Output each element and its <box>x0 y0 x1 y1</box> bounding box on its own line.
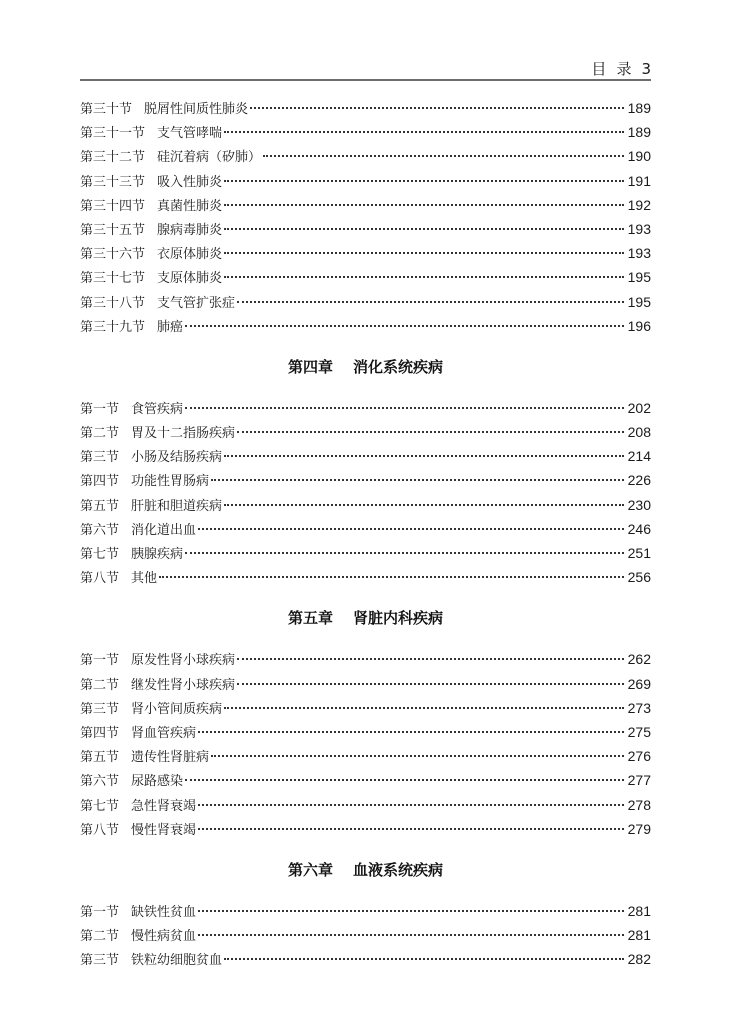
toc-entry[interactable] <box>80 744 651 768</box>
section-number: 第三十三节 <box>80 174 146 190</box>
page-number: 189 <box>627 100 651 116</box>
section-title: 胰腺疾病 <box>131 547 184 562</box>
toc-entry[interactable] <box>80 420 651 444</box>
section-number: 第一节 <box>80 904 120 920</box>
section-title: 吸入性肺炎 <box>157 174 223 190</box>
section-number: 第一节 <box>80 401 120 417</box>
dot-leader <box>224 276 624 278</box>
dot-leader <box>224 958 624 960</box>
dot-leader <box>185 407 624 409</box>
page-number: 246 <box>627 520 651 537</box>
toc-entry[interactable] <box>80 720 651 744</box>
dot-leader <box>237 301 624 303</box>
dot-leader <box>198 804 624 806</box>
section-number: 第三十九节 <box>80 319 146 335</box>
section-number: 第二节 <box>80 677 120 693</box>
toc-entry[interactable] <box>80 647 651 671</box>
page-number: 196 <box>627 317 651 334</box>
section-title: 食管疾病 <box>131 401 184 417</box>
section-number: 第三节 <box>80 701 120 717</box>
dot-leader <box>263 155 624 157</box>
toc-entry[interactable] <box>80 493 651 517</box>
dot-leader <box>185 325 624 327</box>
dot-leader <box>198 828 624 830</box>
section-title: 急性肾衰竭 <box>131 798 197 814</box>
dot-leader <box>224 131 624 133</box>
toc-entry[interactable] <box>80 696 651 720</box>
section-number: 第七节 <box>80 798 120 814</box>
dot-leader <box>224 204 624 206</box>
header-page-number: 3 <box>641 60 651 78</box>
toc-entry[interactable] <box>80 793 651 817</box>
section-title: 尿路感染 <box>131 774 184 790</box>
page-number: 273 <box>627 699 651 716</box>
toc-entry[interactable] <box>80 565 651 589</box>
page-number: 192 <box>627 196 651 213</box>
chapter-heading <box>80 338 651 396</box>
page-number: 208 <box>627 424 651 441</box>
section-number: 第四节 <box>80 725 120 741</box>
section-title: 肝脏和胆道疾病 <box>131 498 223 514</box>
page-number: 269 <box>627 675 651 692</box>
toc-entry[interactable] <box>80 241 651 265</box>
section-number: 第三十七节 <box>80 271 146 287</box>
section-title: 铁粒幼细胞贫血 <box>131 953 223 969</box>
toc-entry[interactable] <box>80 768 651 792</box>
toc-entry[interactable] <box>80 947 651 971</box>
chapter-number: 第四章 <box>287 357 333 376</box>
dot-leader <box>224 228 624 230</box>
page-number: 251 <box>627 545 651 561</box>
toc-entry[interactable] <box>80 169 651 193</box>
toc-entry[interactable] <box>80 517 651 541</box>
header-rule <box>80 79 651 81</box>
section-title: 肾小管间质疾病 <box>131 701 223 717</box>
page-number: 275 <box>627 723 651 740</box>
section-number: 第三十四节 <box>80 198 146 214</box>
section-number: 第二节 <box>80 929 120 945</box>
dot-leader <box>224 180 624 182</box>
page-number: 195 <box>627 269 651 286</box>
section-title: 继发性肾小球疾病 <box>131 677 236 693</box>
dot-leader <box>185 552 624 554</box>
header-title-char-2: 录 <box>616 60 632 78</box>
dot-leader <box>198 528 624 530</box>
section-number: 第八节 <box>80 571 120 587</box>
toc-entry[interactable] <box>80 144 651 168</box>
section-number: 第三十五节 <box>80 222 146 238</box>
chapter-number: 第六章 <box>287 860 333 879</box>
page-number: 276 <box>627 748 651 765</box>
page-number: 190 <box>627 148 651 165</box>
page-number: 278 <box>627 796 651 813</box>
dot-leader <box>237 431 624 433</box>
section-title: 肺癌 <box>157 319 184 335</box>
chapter-heading <box>80 589 651 647</box>
page-number: 279 <box>627 820 651 837</box>
section-number: 第三十八节 <box>80 295 146 311</box>
section-number: 第一节 <box>80 653 120 669</box>
section-number: 第三十节 <box>80 102 133 117</box>
dot-leader <box>224 504 624 506</box>
page-number: 230 <box>627 496 651 513</box>
chapter-number: 第五章 <box>287 609 333 628</box>
page-number: 202 <box>627 399 651 416</box>
dot-leader <box>198 910 624 912</box>
section-number: 第三十二节 <box>80 150 146 166</box>
page-number: 226 <box>627 472 651 489</box>
page-number: 277 <box>627 772 651 789</box>
section-title: 其他 <box>131 571 158 587</box>
page-number: 262 <box>627 651 651 668</box>
toc-entry[interactable] <box>80 265 651 289</box>
dot-leader <box>198 934 624 936</box>
section-title: 原发性肾小球疾病 <box>131 653 236 669</box>
page-number: 256 <box>627 569 651 586</box>
section-title: 慢性肾衰竭 <box>131 822 197 838</box>
toc-entry[interactable] <box>80 314 651 338</box>
section-number: 第六节 <box>80 522 120 538</box>
dot-leader <box>237 658 624 660</box>
section-title: 消化道出血 <box>131 522 197 538</box>
chapter-title: 肾脏内科疾病 <box>353 609 444 628</box>
dot-leader <box>198 731 624 733</box>
section-title: 衣原体肺炎 <box>157 247 223 263</box>
section-title: 缺铁性贫血 <box>131 904 197 920</box>
section-number: 第五节 <box>80 750 120 766</box>
page-number: 193 <box>627 220 651 237</box>
section-title: 小肠及结肠疾病 <box>131 450 223 466</box>
section-number: 第三十一节 <box>80 126 146 142</box>
section-title: 硅沉着病（矽肺） <box>157 150 262 166</box>
section-title: 支原体肺炎 <box>157 271 223 287</box>
dot-leader <box>224 707 624 709</box>
toc-entry[interactable] <box>80 468 651 492</box>
dot-leader <box>211 755 624 757</box>
chapter-title: 血液系统疾病 <box>353 860 444 879</box>
section-title: 腺病毒肺炎 <box>157 222 223 238</box>
toc-entry[interactable] <box>80 396 651 420</box>
chapter-title: 消化系统疾病 <box>353 357 444 376</box>
page-number: 195 <box>627 293 651 310</box>
page-number: 193 <box>627 245 651 262</box>
page-number: 189 <box>627 124 651 141</box>
toc-entry[interactable] <box>80 444 651 468</box>
section-number: 第三节 <box>80 450 120 466</box>
header-title-char-1: 目 <box>591 60 607 78</box>
toc-entry[interactable] <box>80 541 651 565</box>
page-number: 214 <box>627 448 651 465</box>
section-title: 慢性病贫血 <box>131 929 197 945</box>
dot-leader <box>237 683 624 685</box>
section-title: 支气管哮喘 <box>157 126 223 142</box>
toc-entry[interactable] <box>80 899 651 923</box>
dot-leader <box>250 107 624 109</box>
section-number: 第八节 <box>80 822 120 838</box>
toc-entry[interactable] <box>80 817 651 841</box>
section-title: 脱屑性间质性肺炎 <box>144 102 249 117</box>
dot-leader <box>224 455 624 457</box>
toc-entry[interactable] <box>80 120 651 144</box>
toc-entry[interactable] <box>80 923 651 947</box>
section-title: 功能性胃肠病 <box>131 474 210 490</box>
section-number: 第三节 <box>80 953 120 969</box>
section-number: 第四节 <box>80 474 120 490</box>
section-title: 胃及十二指肠疾病 <box>131 426 236 442</box>
table-of-contents <box>80 96 651 971</box>
toc-entry[interactable] <box>80 672 651 696</box>
section-title: 真菌性肺炎 <box>157 198 223 214</box>
section-number: 第五节 <box>80 498 120 514</box>
dot-leader <box>159 576 624 578</box>
toc-entry[interactable] <box>80 217 651 241</box>
section-number: 第七节 <box>80 547 120 562</box>
section-number: 第六节 <box>80 774 120 790</box>
section-title: 支气管扩张症 <box>157 295 236 311</box>
dot-leader <box>185 779 624 781</box>
section-number: 第三十六节 <box>80 247 146 263</box>
chapter-heading <box>80 841 651 899</box>
section-title: 肾血管疾病 <box>131 725 197 741</box>
running-header <box>80 58 651 80</box>
toc-entry[interactable] <box>80 290 651 314</box>
page-number: 281 <box>627 902 651 919</box>
page-number: 282 <box>627 951 651 968</box>
section-title: 遗传性肾脏病 <box>131 750 210 766</box>
toc-entry[interactable] <box>80 96 651 120</box>
dot-leader <box>211 479 624 481</box>
page-number: 191 <box>627 172 651 189</box>
section-number: 第二节 <box>80 426 120 442</box>
toc-entry[interactable] <box>80 193 651 217</box>
dot-leader <box>224 252 624 254</box>
page-number: 281 <box>627 927 651 944</box>
